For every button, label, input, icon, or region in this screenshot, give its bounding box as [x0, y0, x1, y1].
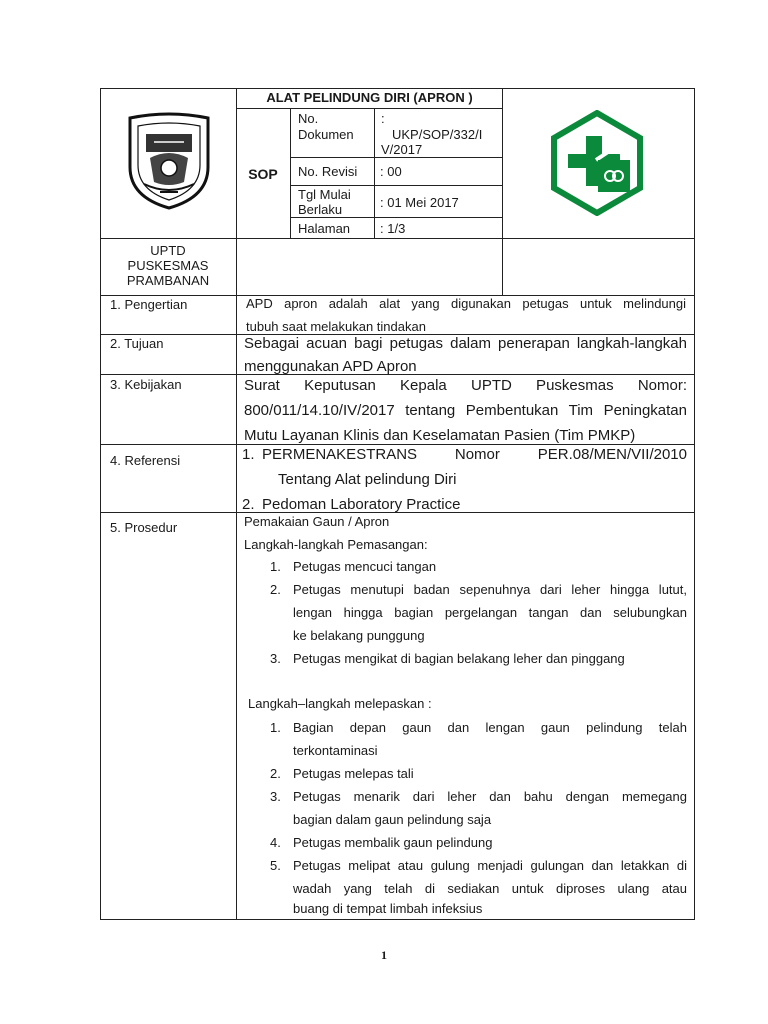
- tgl-mulai-label-1: Tgl Mulai: [298, 187, 351, 202]
- referensi-num-1: 1.: [242, 446, 255, 463]
- lepas-num-5: 5.: [270, 858, 281, 873]
- org-name-line-3: PRAMBANAN: [126, 273, 210, 288]
- referensi-item-1-line-2: Tentang Alat pelindung Diri: [278, 471, 457, 488]
- pasang-item-2-line-1: Petugas menutupi badan sepenuhnya dari leher hingga lutut,: [293, 582, 687, 597]
- lepas-num-4: 4.: [270, 835, 281, 850]
- pasang-heading: Langkah-langkah Pemasangan:: [244, 537, 428, 552]
- no-dokumen-colon: :: [381, 111, 385, 126]
- pasang-item-2-line-3: ke belakang punggung: [293, 628, 425, 643]
- no-revisi-label: No. Revisi: [298, 164, 358, 179]
- halaman-value: : 1/3: [380, 221, 406, 236]
- referensi-item-2-line-1: Pedoman Laboratory Practice: [262, 496, 461, 513]
- pasang-num-3: 3.: [270, 651, 281, 666]
- lepas-item-1-line-2: terkontaminasi: [293, 743, 378, 758]
- lepas-item-4: Petugas membalik gaun pelindung: [293, 835, 493, 850]
- health-cross-logo-icon: [544, 110, 650, 216]
- no-dokumen-value-2: V/2017: [381, 142, 423, 157]
- sop-label: SOP: [248, 166, 278, 182]
- lepas-item-5-line-1: Petugas melipat atau gulung menjadi gulungan dan letakkan di: [293, 858, 687, 873]
- kebijakan-line-2: 800/011/14.10/IV/2017 tentang Pembentukan Tim Peningkatan: [244, 402, 687, 419]
- lepas-item-3-line-2: bagian dalam gaun pelindung saja: [293, 812, 492, 827]
- prosedur-heading: Pemakaian Gaun / Apron: [244, 514, 390, 529]
- tgl-mulai-value: : 01 Mei 2017: [380, 195, 459, 210]
- pasang-item-1: Petugas mencuci tangan: [293, 559, 437, 574]
- section-label-pengertian: 1. Pengertian: [110, 297, 188, 312]
- no-revisi-value: : 00: [380, 164, 402, 179]
- pasang-num-1: 1.: [270, 559, 281, 574]
- regency-crest-icon: [124, 112, 214, 212]
- lepas-item-5-line-2: wadah yang telah di sediakan untuk diproses ulang atau: [293, 881, 687, 896]
- section-label-tujuan: 2. Tujuan: [110, 336, 164, 351]
- pengertian-line-1: APD apron adalah alat yang digunakan petugas untuk melindungi: [246, 296, 686, 311]
- page-number: 1: [381, 948, 387, 962]
- org-name-line-2: PUSKESMAS: [127, 258, 209, 273]
- lepas-item-2: Petugas melepas tali: [293, 766, 414, 781]
- lepas-num-2: 2.: [270, 766, 281, 781]
- no-dokumen-value-1: UKP/SOP/332/I: [392, 127, 483, 142]
- org-name-line-1: UPTD: [150, 243, 186, 258]
- lepas-item-1-line-1: Bagian depan gaun dan lengan gaun pelindung telah: [293, 720, 687, 735]
- lepas-heading: Langkah–langkah melepaskan :: [248, 696, 432, 711]
- halaman-label: Halaman: [298, 221, 351, 236]
- no-dokumen-label-2: Dokumen: [298, 127, 354, 142]
- section-label-kebijakan: 3. Kebijakan: [110, 377, 182, 392]
- pasang-num-2: 2.: [270, 582, 281, 597]
- referensi-num-2: 2.: [242, 496, 255, 513]
- section-label-prosedur: 5. Prosedur: [110, 520, 178, 535]
- tujuan-line-1: Sebagai acuan bagi petugas dalam penerapan langkah-langkah: [244, 335, 687, 352]
- no-dokumen-label-1: No.: [298, 111, 319, 126]
- referensi-item-1-line-1: PERMENAKESTRANS Nomor PER.08/MEN/VII/2010: [262, 446, 687, 463]
- lepas-item-5-line-3: buang di tempat limbah infeksius: [293, 901, 483, 916]
- pasang-item-3: Petugas mengikat di bagian belakang leher dan pinggang: [293, 651, 625, 666]
- tujuan-line-2: menggunakan APD Apron: [244, 358, 417, 375]
- kebijakan-line-1: Surat Keputusan Kepala UPTD Puskesmas Nomor:: [244, 377, 687, 394]
- lepas-num-1: 1.: [270, 720, 281, 735]
- kebijakan-line-3: Mutu Layanan Klinis dan Keselamatan Pasien (Tim PMKP): [244, 427, 636, 444]
- lepas-item-3-line-1: Petugas menarik dari leher dan bahu dengan memegang: [293, 789, 687, 804]
- section-label-referensi: 4. Referensi: [110, 453, 181, 468]
- tgl-mulai-label-2: Berlaku: [298, 202, 343, 217]
- lepas-num-3: 3.: [270, 789, 281, 804]
- document-title: ALAT PELINDUNG DIRI (APRON ): [266, 90, 473, 105]
- pengertian-line-2: tubuh saat melakukan tindakan: [246, 319, 426, 334]
- pasang-item-2-line-2: lengan hingga bagian pergelangan tangan dan selubungkan: [293, 605, 687, 620]
